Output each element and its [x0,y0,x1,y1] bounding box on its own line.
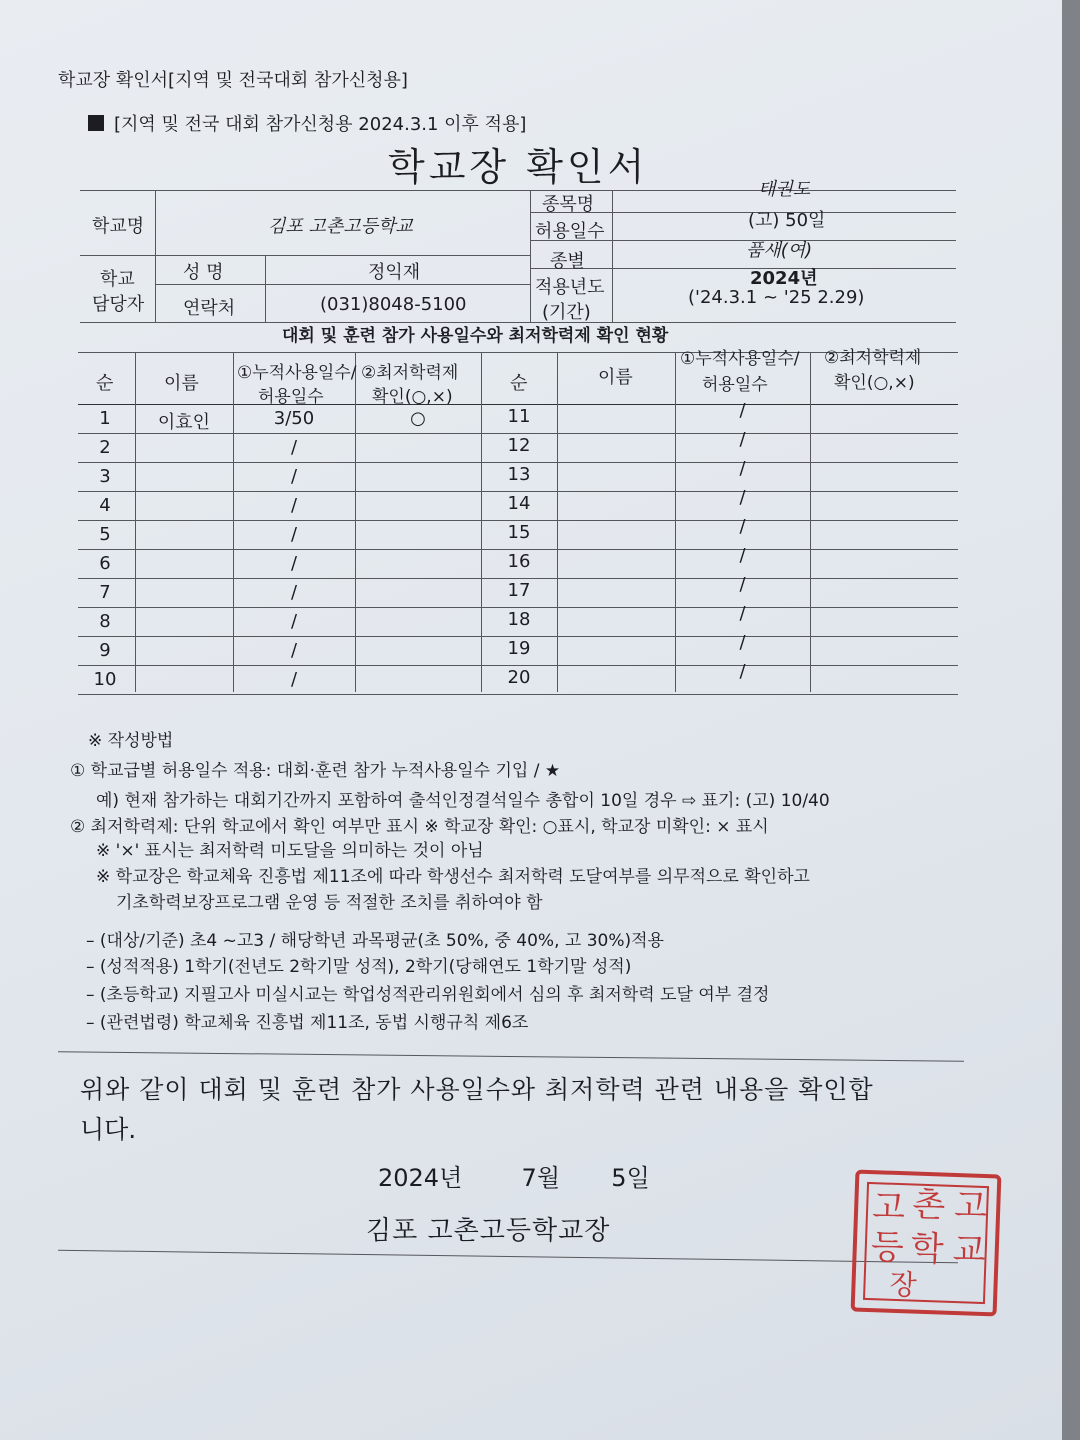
event-value: 태권도 [758,179,811,200]
seal-char: 고 [953,1185,988,1228]
row-days: / [290,553,298,574]
note-line: ② 최저학력제: 단위 학교에서 확인 여부만 표시 ※ 학교장 확인: ○표시, 학교장 미확인: × 표시 [70,817,769,837]
note-line: – (초등학교) 지필고사 미실시교는 학업성적관리위원회에서 심의 후 최저학력 도달 여부 결정 [86,985,770,1005]
row-days: / [739,574,746,595]
col-name-left: 이름 [164,373,199,394]
seal-char: 학 [910,1228,945,1270]
col-days-right-1: ①누적사용일수/ [680,349,800,369]
seal-char: 고 [871,1187,906,1229]
row-number: 9 [99,640,111,661]
row-number: 10 [93,669,117,690]
document-sub-line [88,110,526,136]
col-no-right: 순 [510,373,528,394]
row-days: / [739,603,746,624]
manager-label-1: 학교 [100,269,135,290]
row-number: 12 [507,435,531,456]
year-label-2: (기간) [542,302,591,323]
seal-char: 교 [952,1229,987,1272]
contact-label: 연락처 [183,298,236,319]
divider-bottom [58,1250,958,1264]
col-min-right-1: ②최저학력제 [824,348,922,368]
row-number: 14 [507,493,531,514]
date-day: 5일 [611,1164,650,1192]
col-min-left-1: ②최저학력제 [361,363,459,383]
row-divider [78,578,958,579]
note-line: 기초학력보장프로그램 운영 등 적절한 조치를 취하여야 함 [116,893,543,913]
name-label: 성 명 [183,262,224,283]
seal-char: 등 [870,1227,905,1269]
col-days-left-2: 허용일수 [258,387,324,407]
row-check: ○ [410,408,426,429]
row-divider [78,520,958,521]
date-year: 2024년 [378,1164,463,1192]
period-value: ('24.3.1 ~ '25 2.29) [688,287,865,308]
row-days: / [290,437,298,458]
note-line: ① 학교급별 허용일수 적용: 대회·훈련 참가 누적사용일수 기입 / ★ [70,761,561,781]
row-divider [78,607,958,608]
school-seal-stamp [851,1169,1002,1316]
event-label: 종목명 [542,194,595,215]
row-number: 5 [99,524,111,545]
row-days: / [290,669,298,690]
row-days: / [290,640,298,661]
note-line: – (관련법령) 학교체육 진흥법 제11조, 동법 시행규칙 제6조 [86,1013,529,1033]
row-divider [78,491,958,492]
row-divider [78,694,958,695]
note-line: 예) 현재 참가하는 대회기간까지 포함하여 출석인정결석일수 총합이 10일 경우 ⇨ 표기: (고) 10/40 [96,791,830,811]
row-days: / [290,495,298,516]
col-min-left-2: 확인(○,×) [372,387,453,407]
row-days: / [290,582,298,603]
note-line: – (대상/기준) 초4 ~고3 / 해당학년 과목평균(초 50%, 중 40%, 고 30%)적용 [86,931,664,951]
year-label-1: 적용년도 [535,277,605,298]
category-label: 종별 [550,251,585,272]
row-divider [78,462,958,463]
name-value: 정익재 [368,262,421,283]
allowed-days-label: 허용일수 [535,221,605,242]
row-days: / [290,524,298,545]
row-days: / [739,487,746,508]
note-line: – (성적적용) 1학기(전년도 2학기말 성적), 2학기(당해연도 1학기말 성적) [86,957,632,977]
row-number: 8 [99,611,111,632]
row-number: 19 [507,638,531,659]
note-line: ※ 학교장은 학교체육 진흥법 제11조에 따라 학생선수 최저학력 도달여부를 의무적으로 확인하고 [96,867,810,887]
row-name: 이효인 [157,412,211,433]
sub-line-text: [지역 및 전국 대회 참가신청용 2024.3.1 이후 적용] [114,114,527,135]
row-number: 11 [507,406,531,427]
row-divider [78,549,958,550]
document-top-line: 학교장 확인서[지역 및 전국대회 참가신청용] [58,70,408,91]
confirmation-line-1: 위와 같이 대회 및 훈련 참가 사용일수와 최저학력 관련 내용을 확인합 [80,1075,874,1104]
status-table-title: 대회 및 훈련 참가 사용일수와 최저학력제 확인 현황 [282,326,669,346]
row-days: / [739,661,746,682]
col-days-left-1: ①누적사용일수/ [237,363,357,383]
row-number: 2 [99,437,111,458]
row-days: 3/50 [273,408,315,429]
row-days: / [739,400,746,421]
divider-top [58,1051,964,1061]
row-number: 1 [99,408,111,429]
note-line: ※ '×' 표시는 최저학력 미도달을 의미하는 것이 아님 [96,841,484,861]
signer-name: 김포 고촌고등학교장 [366,1216,611,1246]
school-name-label: 학교명 [92,216,145,237]
row-number: 17 [507,580,531,601]
contact-value: (031)8048-5100 [320,294,467,315]
row-days: / [739,516,746,537]
year-value: 2024년 [750,268,818,289]
allowed-days-value: (고) 50일 [748,210,826,231]
col-min-right-2: 확인(○,×) [834,373,915,393]
row-number: 18 [507,609,531,630]
row-number: 15 [507,522,531,543]
row-number: 13 [507,464,531,485]
row-divider [78,433,958,434]
seal-char: 장 [888,1267,918,1302]
row-divider [78,636,958,637]
row-number: 16 [507,551,531,572]
row-days: / [739,545,746,566]
row-number: 20 [507,667,531,688]
row-days: / [290,611,298,632]
notes-heading: ※ 작성방법 [88,731,174,751]
row-number: 6 [99,553,111,574]
row-divider [78,665,958,666]
manager-label-2: 담당자 [92,294,145,315]
row-days: / [739,458,746,479]
col-name-right: 이름 [598,367,633,388]
date-month: 7월 [521,1164,561,1192]
row-days: / [739,429,746,450]
school-name-value: 김포 고촌고등학교 [268,216,413,237]
row-number: 7 [99,582,111,603]
confirmation-date [378,1158,650,1193]
row-number: 4 [99,495,111,516]
row-days: / [290,466,298,487]
square-bullet-icon [88,115,104,131]
col-days-right-2: 허용일수 [702,375,768,395]
row-days: / [739,632,746,653]
row-number: 3 [99,466,111,487]
category-value: 품새(여) [746,240,813,261]
confirmation-line-2: 니다. [80,1115,137,1144]
document-title: 학교장 확인서 [388,145,649,189]
seal-char: 촌 [911,1184,946,1226]
col-no-left: 순 [96,373,114,394]
